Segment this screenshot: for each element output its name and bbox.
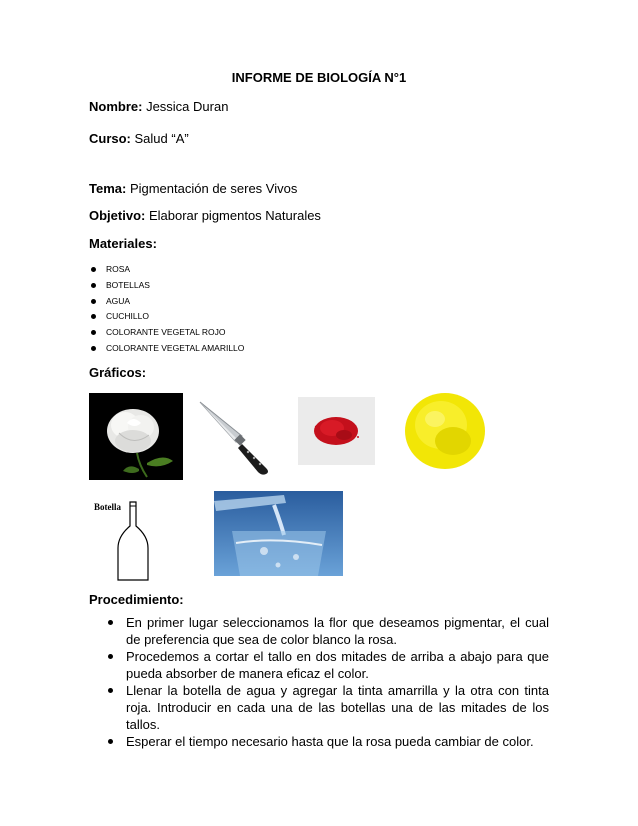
bottle-label: Botella xyxy=(94,502,121,512)
yellow-pigment-image xyxy=(395,385,495,475)
list-item: COLORANTE VEGETAL ROJO xyxy=(89,325,244,341)
red-pigment-image xyxy=(298,397,375,465)
nombre-line xyxy=(89,99,228,114)
procedimiento-label: Procedimiento: xyxy=(89,592,184,607)
list-item: ROSA xyxy=(89,262,244,278)
graficos-heading xyxy=(89,365,146,380)
list-item: AGUA xyxy=(89,294,244,310)
curso-value: Salud “A” xyxy=(130,131,189,146)
list-item: COLORANTE VEGETAL AMARILLO xyxy=(89,341,244,357)
nombre-value: Jessica Duran xyxy=(142,99,229,114)
list-item: En primer lugar seleccionamos la flor que deseamos pigmentar, el cual de preferencia que sea de color blanco la rosa. xyxy=(89,614,549,648)
bottle-image xyxy=(92,500,164,584)
graficos-label: Gráficos: xyxy=(89,365,147,380)
curso-line xyxy=(89,131,189,146)
list-item: Llenar la botella de agua y agregar la tinta amarrilla y la otra con tinta roja. Introducir en cada una de las botellas una de las mitades de los tallos. xyxy=(89,682,549,733)
knife-image xyxy=(196,396,278,478)
rose-image xyxy=(89,393,183,480)
curso-label: Curso: xyxy=(89,131,131,146)
procedimiento-heading xyxy=(89,592,184,607)
procedimiento-list xyxy=(89,614,549,750)
list-item: CUCHILLO xyxy=(89,309,244,325)
tema-value: Pigmentación de seres Vivos xyxy=(126,181,298,196)
objetivo-line xyxy=(89,208,321,223)
objetivo-label: Objetivo: xyxy=(89,208,146,223)
objetivo-value: Elaborar pigmentos Naturales xyxy=(145,208,321,223)
list-item: Procedemos a cortar el tallo en dos mitades de arriba a abajo para que pueda absorber de manera eficaz el color. xyxy=(89,648,549,682)
materiales-list xyxy=(89,262,244,357)
list-item: Esperar el tiempo necesario hasta que la rosa pueda cambiar de color. xyxy=(89,733,549,750)
nombre-label: Nombre: xyxy=(89,99,143,114)
water-image xyxy=(214,491,343,576)
materiales-label: Materiales: xyxy=(89,236,157,251)
tema-label: Tema: xyxy=(89,181,127,196)
document-title: INFORME DE BIOLOGÍA N°1 xyxy=(231,70,407,85)
materiales-heading xyxy=(89,236,157,251)
tema-line xyxy=(89,181,297,196)
list-item: BOTELLAS xyxy=(89,278,244,294)
